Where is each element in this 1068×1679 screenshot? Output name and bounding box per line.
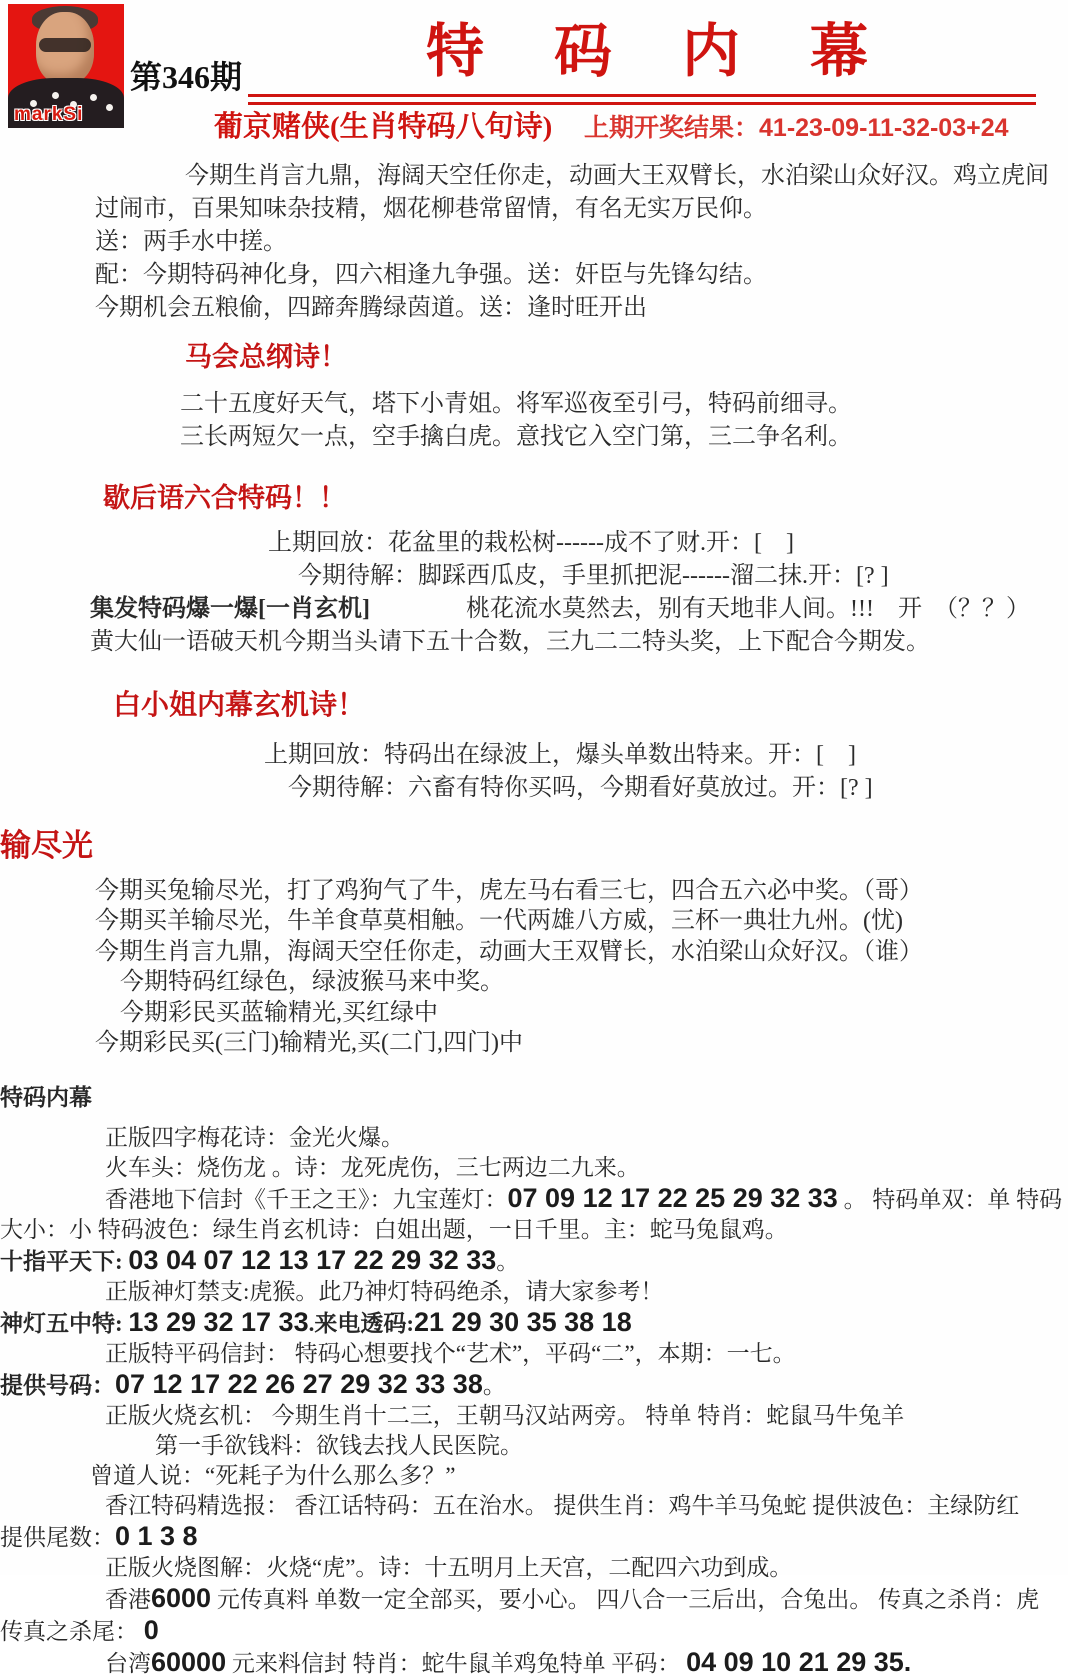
haoma-numbers: 07 12 17 22 26 27 29 32 33 38 <box>115 1368 483 1399</box>
huoshao-line: 正版火烧玄机： 今期生肖十二三，王朝马汉站两旁。 特单 特肖：蛇鼠马牛兔羊 <box>105 1402 905 1428</box>
hk6000-text: 元传真料 单数一定全部买，要小心。 四八合一三后出，合兔出。 传真之杀肖：虎 <box>211 1586 1040 1612</box>
section-intro <box>95 160 1054 325</box>
result-numbers: 41-23-09-11-32-03+24 <box>759 114 1009 142</box>
hk6000-prefix: 香港 <box>105 1586 151 1612</box>
result-label: 上期开奖结果： <box>584 114 760 142</box>
intro-paragraph: 今期生肖言九鼎，海阔天空任你走，动画大王双臂长，水泊梁山众好汉。鸡立虎间过闹市，百果知味杂技精，烟花柳巷常留情，有名无实万民仰。 <box>95 163 1049 222</box>
section-baixiaojie <box>0 683 1068 805</box>
subtitle: 葡京赌侠(生肖特码八句诗) <box>214 111 553 143</box>
last-draw-result <box>584 108 1009 144</box>
shizhi-label: 十指平天下: <box>0 1248 129 1274</box>
haoma-period: 。 <box>482 1372 506 1398</box>
baixiaojie-last-line: 上期回放：特码出在绿波上，爆头单数出特来。开：[ ] <box>264 742 856 768</box>
shizhi-line <box>0 1245 1068 1277</box>
section-neimu <box>0 1083 1068 1679</box>
masthead-photo <box>8 4 124 128</box>
shujinguang-line: 今期买羊输尽光，牛羊食草莫相触。一代两雄八方威，三杯一典壮九州。(忧) <box>95 908 903 934</box>
shujinguang-line: 今期生肖言九鼎，海阔天空任你走，动画大王双臂长，水泊梁山众好汉。（谁） <box>95 938 923 965</box>
xiehouyu-heading: 歇后语六合特码！！ <box>103 483 346 513</box>
section-xiehouyu <box>0 476 1068 659</box>
weishu-line <box>0 1521 1068 1553</box>
shujinguang-line: 今期特码红绿色，绿波猴马来中奖。 <box>120 969 504 995</box>
photo-dot <box>90 94 97 101</box>
jifa-label: 集发特码爆一爆[一肖玄机] <box>90 596 370 622</box>
xiehouyu-last-line: 上期回放：花盆里的栽松树------成不了财.开：[ ] <box>268 530 794 556</box>
hk-envelope-numbers: 07 09 12 17 22 25 29 32 33 <box>507 1182 838 1213</box>
taiwan-prefix: 台湾 <box>105 1650 151 1676</box>
tujie-line: 正版火烧图解：火烧“虎”。诗：十五明月上天宫，二配四六功到成。 <box>105 1554 793 1580</box>
wuzhongte-numbers: 13 29 32 17 33 <box>128 1306 309 1337</box>
shizhi-numbers: 03 04 07 12 13 17 22 29 32 33 <box>128 1244 497 1275</box>
neimu-heading: 特码内幕 <box>0 1084 92 1110</box>
laidian-label: .来电透码: <box>308 1310 415 1336</box>
yuqian-line: 第一手欲钱料：欲钱去找人民医院。 <box>155 1432 523 1458</box>
baixiaojie-current-line: 今期待解：六畜有特你买吗，今期看好莫放过。开：[? ] <box>288 775 873 801</box>
shawei-number: 0 <box>143 1614 159 1645</box>
jifa-poem: 桃花流水莫然去，别有天地非人间。!!! 开 （？？） <box>465 596 1030 622</box>
haoma-line <box>0 1369 1068 1401</box>
photo-glasses <box>39 38 91 52</box>
shendeng-ban-line: 正版神灯禁支:虎猴。此乃神灯特码绝杀，请大家参考！ <box>105 1278 664 1304</box>
photo-dot <box>106 104 113 111</box>
weishu-label: 提供尾数： <box>0 1524 115 1550</box>
taiwan-numbers: 04 09 10 21 29 35. <box>686 1646 912 1677</box>
jifa-line <box>90 593 1068 626</box>
mahui-line: 二十五度好天气，塔下小青姐。将军巡夜至引弓，特码前细寻。 <box>180 391 852 417</box>
zengdaoren-line: 曾道人说：“死耗子为什么那么多？” <box>90 1462 456 1488</box>
haoma-label: 提供号码： <box>0 1372 115 1398</box>
hk-envelope-extra: 。 特码单双：单 特码大小：小 特码波色：绿生肖玄机诗：白姐出题，一日千里。主：蛇马兔鼠鸡。 <box>0 1186 1063 1242</box>
xiangjiang-line: 香江特码精选报： 香江话特码：五在治水。 提供生肖：鸡牛羊马兔蛇 提供波色：主绿防红 <box>105 1492 1020 1518</box>
huochetou-line: 火车头：烧伤龙 。诗：龙死虎伤，三七两边二九来。 <box>105 1154 640 1180</box>
section-shujinguang <box>0 828 1068 1059</box>
tepingma-line: 正版特平码信封： 特码心想要找个“艺术”，平码“二”，本期：一七。 <box>105 1340 796 1366</box>
hk-envelope-line <box>0 1183 1068 1245</box>
section-mahui <box>0 335 1068 454</box>
issue-number: 第346期 <box>130 59 243 95</box>
huangdaxian-line: 黄大仙一语破天机今期当头请下五十合数，三九二二特头奖，上下配合今期发。 <box>90 629 930 655</box>
xiehouyu-current-line: 今期待解：脚踩西瓜皮，手里抓把泥------溜二抹.开：[? ] <box>298 563 889 589</box>
marksix-logo: markSi <box>14 104 84 125</box>
mahui-line: 三长两短欠一点，空手擒白虎。意找它入空门第，三二争名利。 <box>180 424 852 450</box>
taiwan-amount: 60000 <box>151 1646 227 1677</box>
intro-song-line: 送：两手水中搓。 <box>95 229 287 255</box>
laidian-numbers: 21 29 30 35 38 18 <box>414 1306 632 1337</box>
intro-pei-line: 配：今期特码神化身，四六相逢九争强。送：奸臣与先锋勾结。 <box>95 262 767 288</box>
masthead <box>0 0 1068 152</box>
wuzhongte-label: 神灯五中特: <box>0 1310 129 1336</box>
baixiaojie-heading: 白小姐内幕玄机诗！ <box>113 690 366 721</box>
mahui-heading: 马会总纲诗！ <box>185 342 347 372</box>
page-title: 特 码 内 幕 <box>425 19 874 84</box>
taiwan-line <box>0 1647 1068 1679</box>
shujinguang-line: 今期彩民买(三门)输精光,买(二门,四门)中 <box>95 1030 523 1056</box>
hk6000-line <box>0 1583 1068 1615</box>
shujinguang-line: 今期彩民买蓝输精光,买红绿中 <box>120 999 438 1026</box>
shizhi-period: 。 <box>496 1248 520 1274</box>
shujinguang-heading: 输尽光 <box>0 828 93 863</box>
meihua-line: 正版四字梅花诗：金光火爆。 <box>105 1124 404 1150</box>
intro-jihui-line: 今期机会五粮偷，四蹄奔腾绿茵道。送：逢时旺开出 <box>95 295 647 321</box>
hk6000-amount: 6000 <box>151 1582 212 1613</box>
weishu-numbers: 0 1 3 8 <box>115 1520 198 1551</box>
wuzhongte-line <box>0 1307 1068 1339</box>
shawei-line <box>0 1615 1068 1647</box>
shawei-label: 传真之杀尾： <box>0 1618 144 1644</box>
photo-dot <box>52 92 59 99</box>
hk-envelope-label: 香港地下信封《千王之王》：九宝莲灯： <box>105 1186 508 1212</box>
taiwan-text: 元来料信封 特肖：蛇牛鼠羊鸡兔特单 平码： <box>226 1650 687 1676</box>
shujinguang-line: 今期买兔输尽光，打了鸡狗气了牛，虎左马右看三七，四合五六必中奖。（哥） <box>95 877 923 904</box>
